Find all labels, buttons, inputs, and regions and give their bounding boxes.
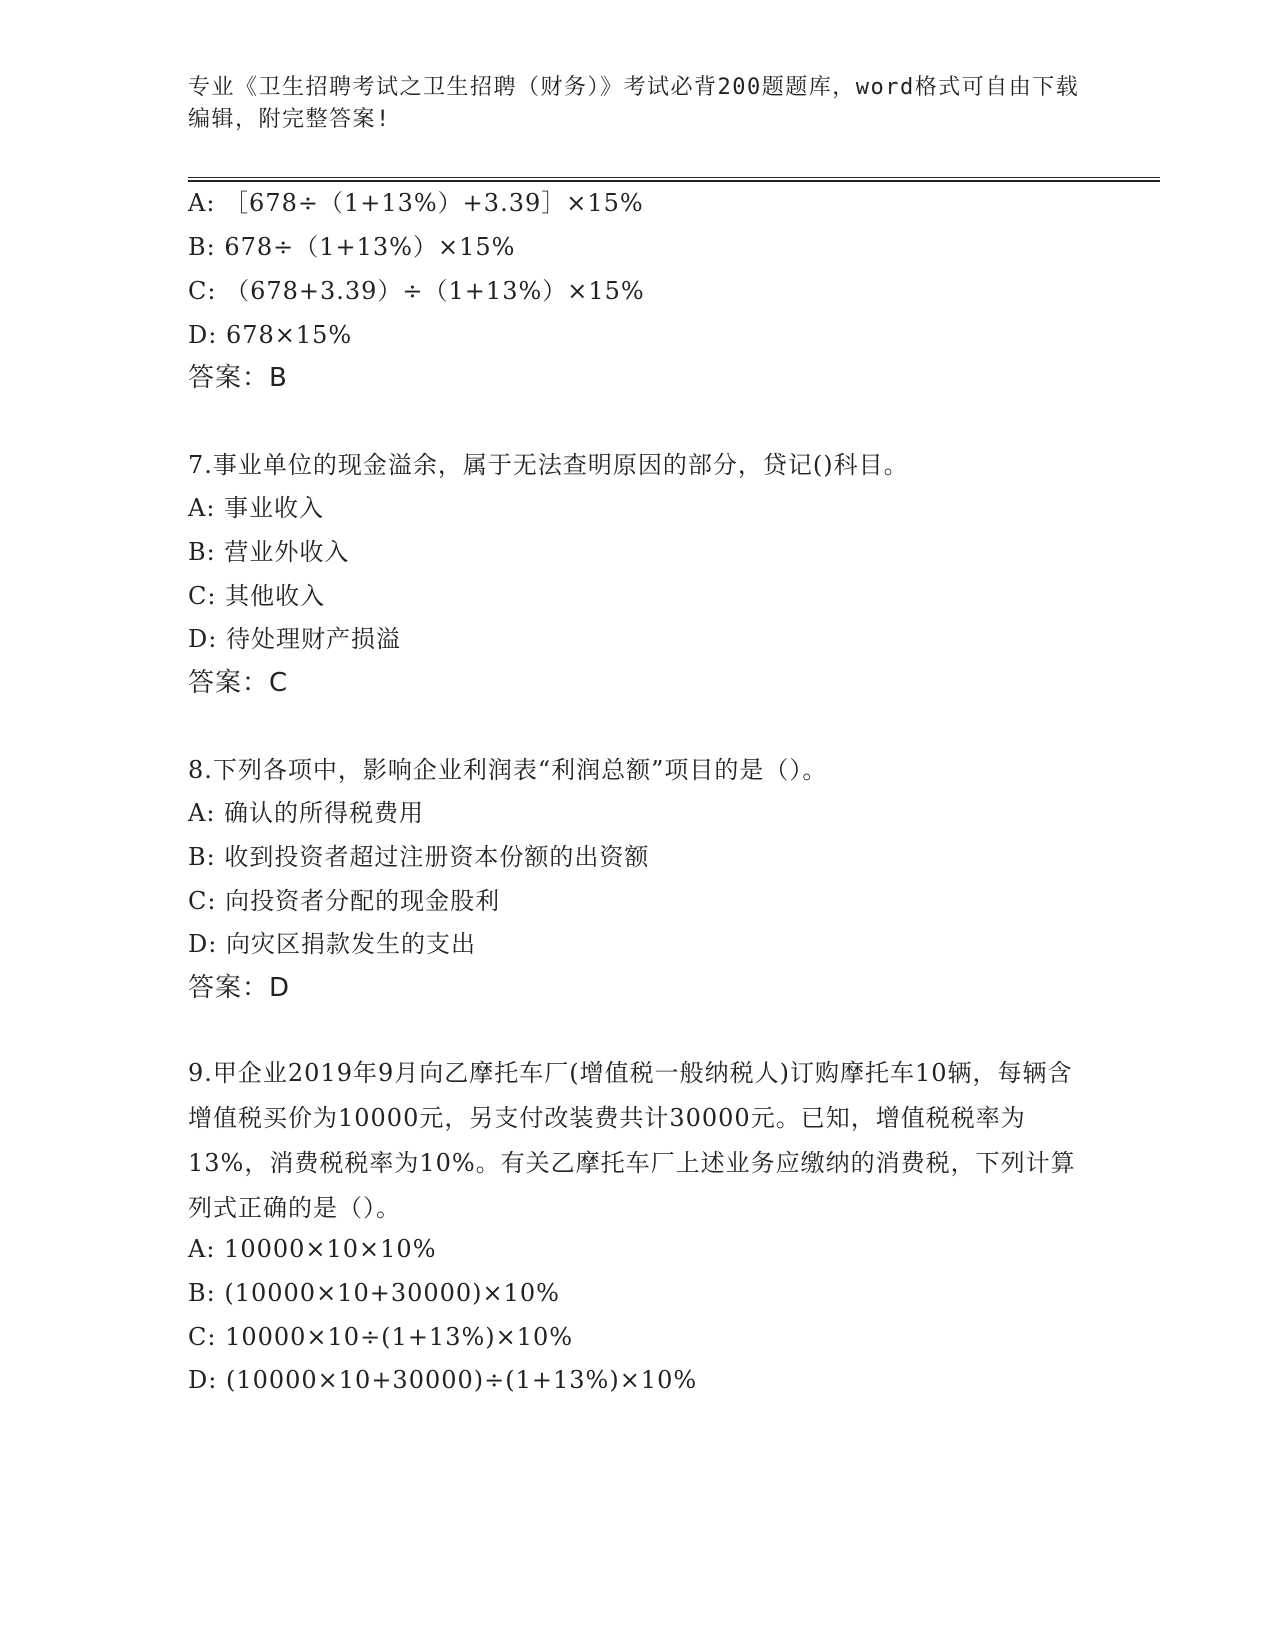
q9-option-a: A: 10000×10×10% [188,1235,437,1263]
q9-question: 9.甲企业2019年9月向乙摩托车厂(增值税一般纳税人)订购摩托车10辆，每辆含增值税买价为10000元，另支付改装费共计30000元。已知，增值税税率为13%，消费税税率为10%。有关乙摩托车厂上述业务应缴纳的消费税，下列计算列式正确的是（）。 [188,1059,1076,1222]
q7-option-c: C: 其他收入 [188,582,326,610]
q6-option-a: A: ［678÷（1+13%）+3.39］×15% [188,189,644,217]
q8-option-c: C: 向投资者分配的现金股利 [188,887,501,915]
q7-option-a: A: 事业收入 [188,494,325,522]
q9-option-c: C: 10000×10÷(1+13%)×10% [188,1323,574,1351]
q6-option-b: B: 678÷（1+13%）×15% [188,233,516,261]
q8-question: 8.下列各项中，影响企业利润表“利润总额”项目的是（）。 [188,756,828,784]
q8-answer: 答案：D [188,973,291,1003]
header-divider-thick [188,180,1160,182]
document-header: 专业《卫生招聘考试之卫生招聘（财务）》考试必背200题题库，word格式可自由下载编辑，附完整答案! [188,75,1080,132]
q7-answer: 答案：C [188,668,289,698]
q7-option-b: B: 营业外收入 [188,538,350,566]
q7-question: 7.事业单位的现金溢余，属于无法查明原因的部分，贷记()科目。 [188,451,909,479]
q8-option-a: A: 确认的所得税费用 [188,799,425,827]
q6-option-c: C: （678+3.39）÷（1+13%）×15% [188,277,645,305]
header-divider-thin [188,177,1160,178]
q7-option-d: D: 待处理财产损溢 [188,625,401,653]
q8-option-b: B: 收到投资者超过注册资本份额的出资额 [188,843,650,871]
q8-option-d: D: 向灾区捐款发生的支出 [188,930,476,958]
q9-option-d: D: (10000×10+30000)÷(1+13%)×10% [188,1366,698,1394]
q9-option-b: B: (10000×10+30000)×10% [188,1279,560,1307]
q6-option-d: D: 678×15% [188,321,353,349]
q6-answer: 答案：B [188,363,288,393]
